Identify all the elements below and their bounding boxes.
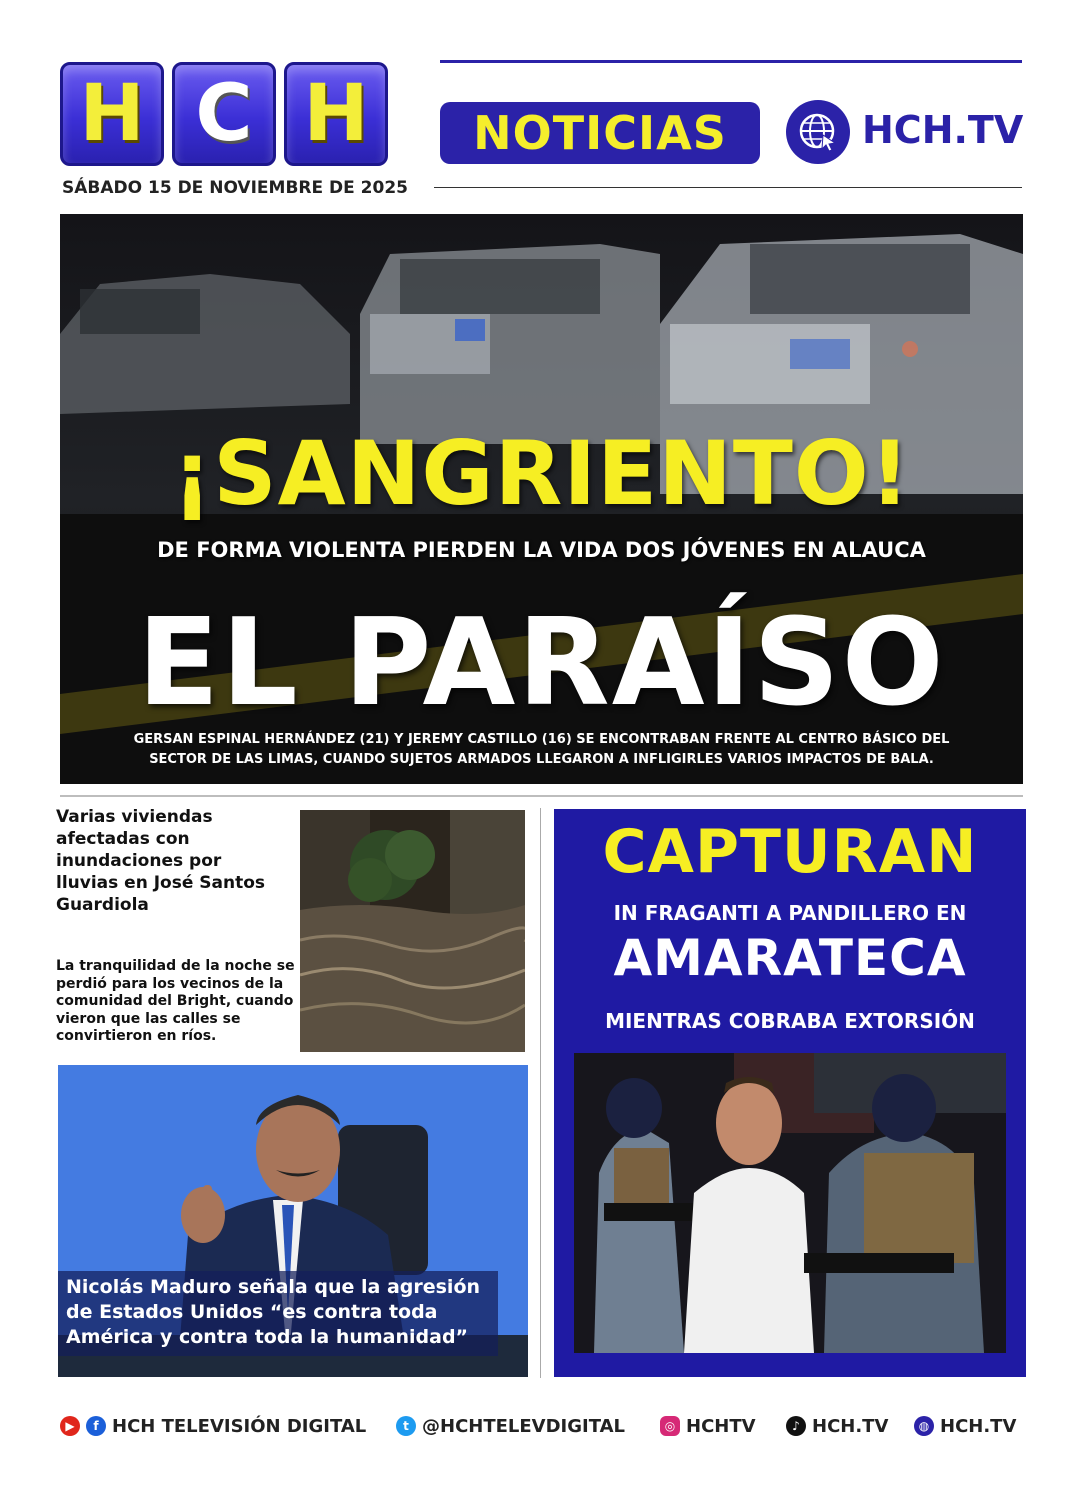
site-url[interactable]: HCH.TV bbox=[862, 108, 1024, 152]
footer-item-instagram[interactable] bbox=[660, 1412, 756, 1440]
globe-cursor-icon bbox=[786, 100, 850, 164]
instagram-icon: ◎ bbox=[660, 1416, 680, 1436]
logo-letter-c: C bbox=[172, 62, 276, 166]
twitter-icon: t bbox=[396, 1416, 416, 1436]
footer-label: HCH.TV bbox=[940, 1415, 1017, 1437]
lead-story-photo bbox=[60, 214, 1023, 784]
section-label-badge: NOTICIAS bbox=[440, 102, 760, 164]
arrest-town: AMARATECA bbox=[613, 929, 967, 987]
lead-headline: EL PARAÍSO bbox=[137, 594, 946, 733]
tiktok-icon: ♪ bbox=[786, 1416, 806, 1436]
maduro-caption: Nicolás Maduro señala que la agresión de Estados Unidos “es contra toda América y contra toda la humanidad” bbox=[58, 1271, 498, 1356]
facebook-icon: f bbox=[86, 1416, 106, 1436]
flood-story-body: La tranquilidad de la noche se perdió para los vecinos de la comunidad del Bright, cuando vieron que las calles se convirtieron en ríos. bbox=[56, 958, 295, 1044]
footer-label: HCHTV bbox=[686, 1415, 756, 1437]
date-rule bbox=[434, 187, 1022, 188]
footer-item-tiktok[interactable] bbox=[786, 1412, 888, 1440]
header-rule bbox=[440, 60, 1022, 63]
lead-body bbox=[100, 730, 983, 770]
lead-body-line-1: GERSAN ESPINAL HERNÁNDEZ (21) Y JEREMY CASTILLO (16) SE ENCONTRABAN FRENTE AL CENTRO BÁSICO DEL bbox=[133, 732, 950, 747]
section-divider bbox=[60, 795, 1023, 797]
edition-date: SÁBADO 15 DE NOVIEMBRE DE 2025 bbox=[62, 178, 408, 198]
footer-item-website[interactable] bbox=[914, 1412, 1016, 1440]
arrest-story[interactable] bbox=[554, 809, 1026, 1377]
footer-label: HCH.TV bbox=[812, 1415, 889, 1437]
logo-letter-h2: H bbox=[284, 62, 388, 166]
lead-subhead: DE FORMA VIOLENTA PIERDEN LA VIDA DOS JÓVENES EN ALAUCA bbox=[157, 538, 926, 562]
footer-item-hch-television[interactable] bbox=[60, 1412, 366, 1440]
maduro-photo[interactable] bbox=[58, 1065, 528, 1377]
arrest-photo bbox=[574, 1053, 1006, 1353]
flood-story-headline[interactable]: Varias viviendas afectadas con inundaciones por lluvias en José Santos Guardiola bbox=[56, 807, 266, 915]
youtube-icon: ▶ bbox=[60, 1416, 80, 1436]
footer-item-twitter[interactable] bbox=[396, 1412, 625, 1440]
lead-body-line-2: SECTOR DE LAS LIMAS, CUANDO SUJETOS ARMADOS LLEGARON A INFLIGIRLES VARIOS IMPACTOS DE BALA. bbox=[149, 752, 934, 767]
globe-icon: ◍ bbox=[914, 1416, 934, 1436]
footer-label: HCH TELEVISIÓN DIGITAL bbox=[112, 1415, 367, 1437]
arrest-subhead-2: MIENTRAS COBRABA EXTORSIÓN bbox=[605, 1009, 975, 1033]
arrest-subhead-1: IN FRAGANTI A PANDILLERO EN bbox=[613, 901, 967, 925]
logo-letter-h1: H bbox=[60, 62, 164, 166]
lead-kicker: ¡SANGRIENTO! bbox=[172, 422, 911, 525]
arrest-headline: CAPTURAN bbox=[602, 817, 978, 887]
flood-photo bbox=[300, 810, 525, 1052]
social-footer bbox=[60, 1412, 1025, 1440]
column-divider bbox=[540, 808, 541, 1378]
hch-logo bbox=[60, 62, 388, 166]
footer-label: @HCHTELEVDIGITAL bbox=[422, 1415, 626, 1437]
